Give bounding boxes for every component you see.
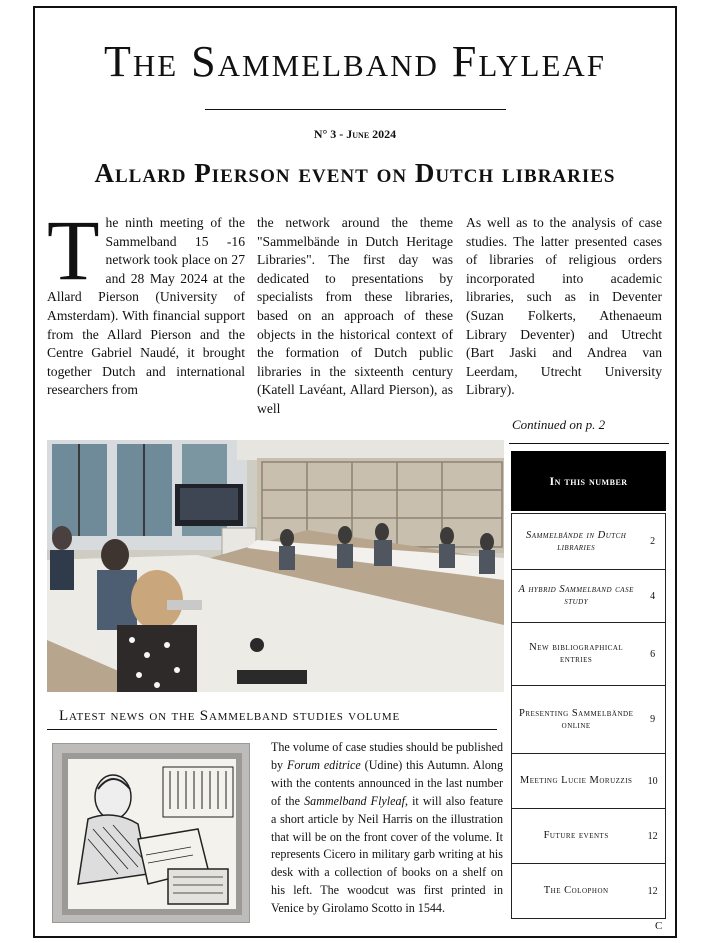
- publisher-name: Forum editrice: [287, 757, 361, 772]
- event-photo: [47, 440, 504, 692]
- toc-item-page: 9: [650, 714, 656, 725]
- news-text-3: , it will also feature a short article by Neil Harris on the illustration that will be on the front cover of the volume. It represents Cicero in military garb writing at his desk with a collection of books on a shelf on his left. The woodcut was first printed in Venice by Girolamo Scotto in 1544.: [271, 793, 504, 916]
- news-body: [271, 739, 503, 918]
- cicero-woodcut-illustration: [68, 759, 236, 909]
- woodcut-image: [52, 743, 250, 923]
- lead-headline: Allard Pierson event on Dutch libraries: [94, 158, 616, 188]
- continued-link[interactable]: Continued on p. 2: [512, 417, 606, 432]
- toc-item-label: Meeting Lucie Moruzzis: [519, 775, 633, 786]
- continued-divider: [509, 443, 669, 444]
- toc-item-page: 4: [650, 590, 656, 602]
- toc-heading: In this number: [511, 451, 666, 511]
- drop-cap: T: [47, 202, 100, 298]
- news-text-1: The volume of case studies should be published by: [271, 740, 503, 772]
- toc-item[interactable]: [511, 809, 666, 864]
- toc-item[interactable]: [511, 864, 666, 919]
- toc-item-page: 12: [647, 885, 658, 897]
- toc-item[interactable]: [511, 623, 666, 686]
- title-divider: [205, 109, 506, 110]
- toc-item-label: The Colophon: [543, 885, 609, 896]
- corner-mark: C: [655, 920, 663, 932]
- toc-item[interactable]: [511, 754, 666, 809]
- toc-item-label: Sammelbände in Dutch libraries: [525, 529, 627, 553]
- newsletter-title: The Sammelband Flyleaf: [103, 37, 607, 86]
- event-photo-illustration: [47, 440, 504, 692]
- issue-number: N° 3 - June 2024: [313, 127, 397, 141]
- news-text-2: (Udine) this Autumn. Along with the contents announced in the last number of the: [271, 757, 503, 808]
- toc-item-page: 12: [647, 830, 658, 842]
- toc-item[interactable]: [511, 686, 666, 754]
- toc-item-label: New bibliographical entries: [529, 642, 624, 665]
- toc-item-page: 2: [650, 536, 656, 547]
- toc-item-label: A hybrid Sammelband case study: [518, 584, 634, 607]
- lead-col1-text: he ninth meeting of the Sammelband 15 -16 network took place on 27 and 28 May 2024 at the Allard Pierson (University of Amsterdam). With financial support from the Allard Pierson and the Centre Gabriel Naudé, it brought together Dutch and international researchers from: [47, 215, 245, 398]
- news-heading: Latest news on the Sammelband studies volume: [59, 708, 401, 724]
- toc-item-page: 10: [647, 775, 658, 787]
- lead-column-2: the network around the theme "Sammelbände in Dutch Heritage Libraries". The first day was dedicated to presentations by specialists from these libraries, based on an approach of these objects in the historical context of the formation of Dutch public libraries in the sixteenth century (Katell Lavéant, Allard Pierson), as well: [257, 215, 453, 416]
- toc-item[interactable]: [511, 513, 666, 570]
- toc-item[interactable]: [511, 570, 666, 623]
- toc-item-label: Future events: [543, 830, 609, 841]
- news-divider: [47, 729, 497, 730]
- toc-item-label: Presenting Sammelbände online: [518, 707, 634, 731]
- lead-column-3: As well as to the analysis of case studies. The latter presented cases of libraries of religious orders incorporated into academic libraries, such as in Deventer (Suzan Folkerts, Athenaeum Library Deventer) and Utrecht (Bart Jaski and Andrea van Leerdam, Utrecht University Library).: [466, 215, 662, 398]
- lead-column-1: [47, 202, 245, 400]
- toc-item-page: 6: [650, 648, 656, 660]
- newsletter-name: Sammelband Flyleaf: [304, 793, 405, 808]
